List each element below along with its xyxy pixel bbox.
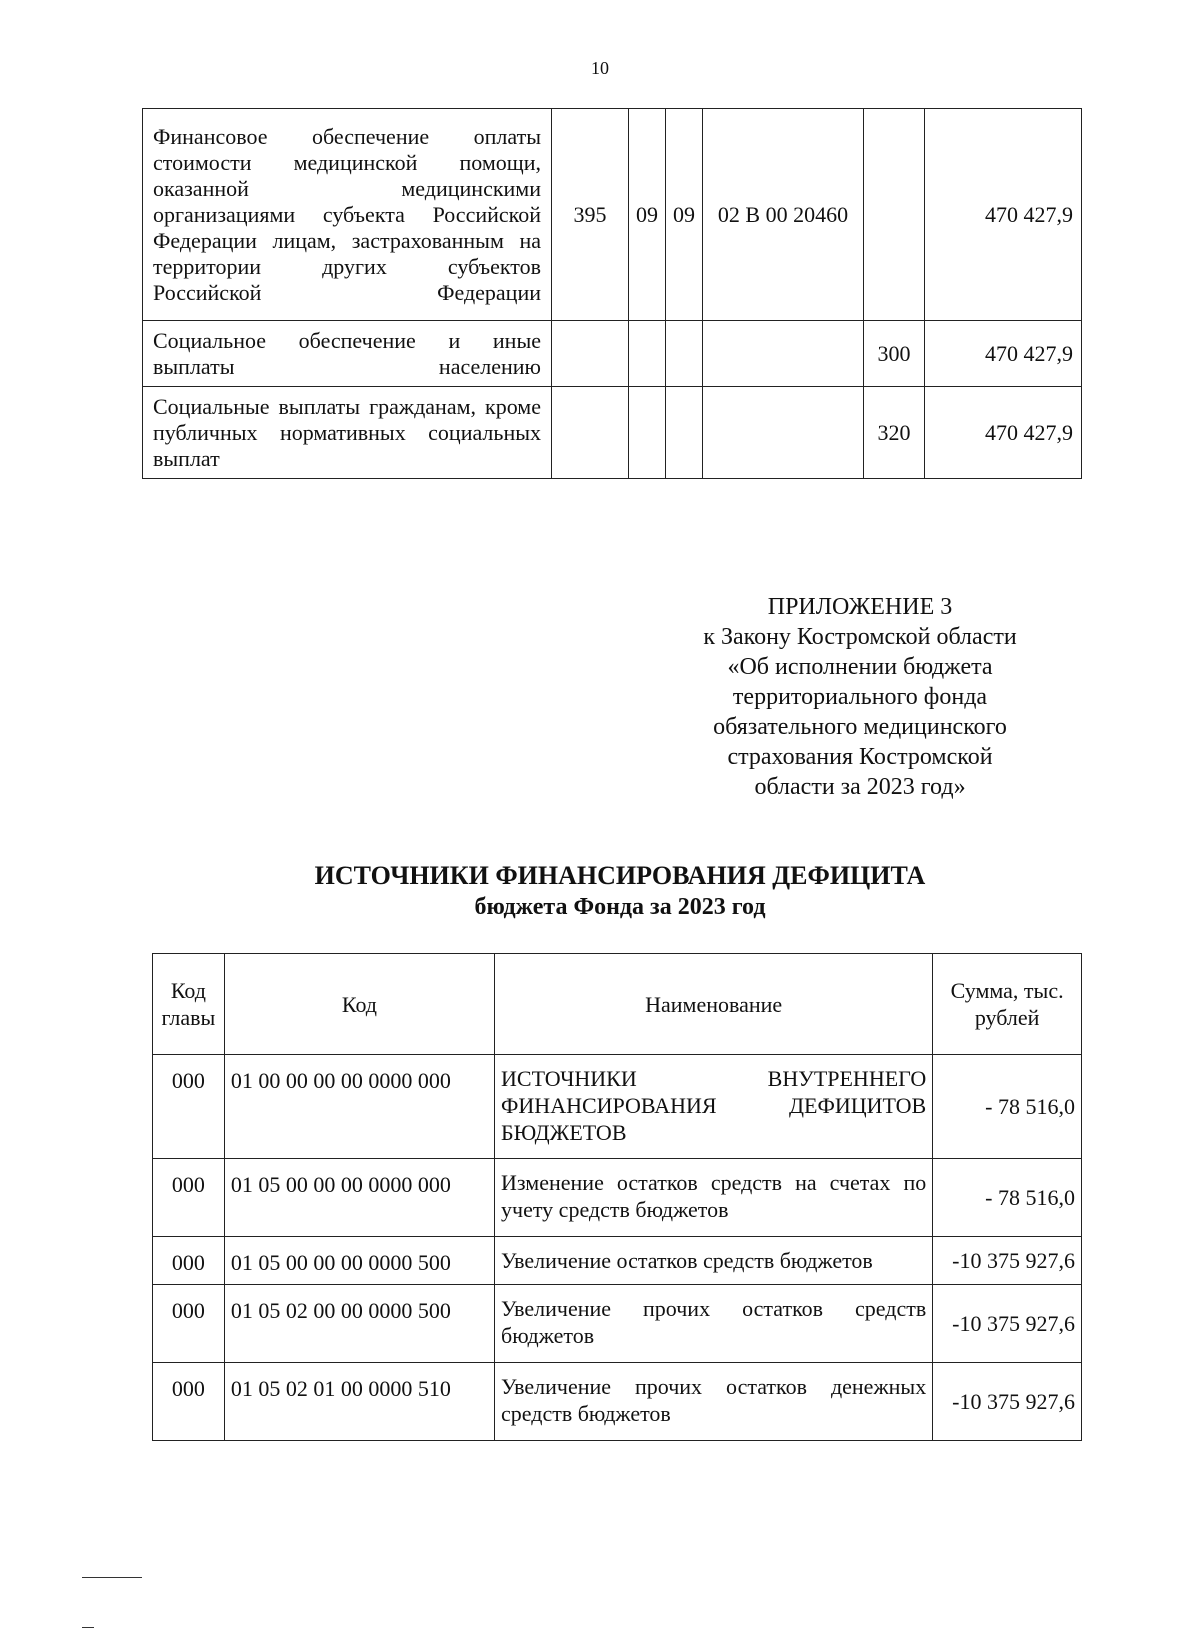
expense-type-code: 320 [864, 387, 925, 479]
chapter-code: 000 [153, 1363, 225, 1441]
header-name: Наименование [495, 954, 933, 1055]
budget-code: 01 05 02 01 00 0000 510 [224, 1363, 494, 1441]
target-article-code: 02 В 00 20460 [703, 109, 864, 321]
footer-dash [82, 1627, 94, 1628]
budget-code: 01 05 00 00 00 0000 000 [224, 1159, 494, 1237]
source-name: Увеличение прочих остатков денежных средств бюджетов [495, 1363, 933, 1441]
table-row [153, 1237, 1082, 1285]
ministry-code: 395 [552, 109, 629, 321]
expense-type-code [864, 109, 925, 321]
title-line-2: бюджета Фонда за 2023 год [474, 894, 766, 920]
section-code [629, 321, 666, 387]
document-title [0, 860, 1200, 922]
ministry-code [552, 321, 629, 387]
table-row [153, 1285, 1082, 1363]
amount: - 78 516,0 [933, 1159, 1082, 1237]
expenditure-table [142, 108, 1082, 479]
target-article-code [703, 387, 864, 479]
table-row [153, 1363, 1082, 1441]
table-header-row [153, 954, 1082, 1055]
amount: - 78 516,0 [933, 1055, 1082, 1159]
footer-divider [82, 1577, 142, 1578]
target-article-code [703, 321, 864, 387]
source-name: Изменение остатков средств на счетах по учету средств бюджетов [495, 1159, 933, 1237]
appendix-line: к Закону Костромской области [703, 624, 1017, 650]
amount: 470 427,9 [925, 109, 1082, 321]
amount: -10 375 927,6 [933, 1285, 1082, 1363]
table-row [143, 109, 1082, 321]
chapter-code: 000 [153, 1159, 225, 1237]
table-row [153, 1159, 1082, 1237]
appendix-line: страхования Костромской [727, 744, 993, 770]
appendix-line: «Об исполнении бюджета [727, 654, 993, 680]
appendix-heading: ПРИЛОЖЕНИЕ 3 [767, 594, 953, 620]
budget-code: 01 05 00 00 00 0000 500 [224, 1237, 494, 1285]
appendix-header [660, 592, 1060, 802]
amount: -10 375 927,6 [933, 1363, 1082, 1441]
amount: -10 375 927,6 [933, 1237, 1082, 1285]
row-description: Финансовое обеспечение оплаты стоимости медицинской помощи, оказанной медицинскими организациями субъекта Российской Федерации лицам, застрахованным на территории других субъектов Российской Федерации [143, 109, 552, 321]
chapter-code: 000 [153, 1237, 225, 1285]
section-code: 09 [629, 109, 666, 321]
deficit-sources-table [152, 953, 1082, 1441]
appendix-line: обязательного медицинского [713, 714, 1007, 740]
header-code: Код [224, 954, 494, 1055]
chapter-code: 000 [153, 1285, 225, 1363]
page-number: 10 [591, 58, 609, 78]
subsection-code [666, 387, 703, 479]
amount: 470 427,9 [925, 321, 1082, 387]
row-description: Социальное обеспечение и иные выплаты населению [143, 321, 552, 387]
subsection-code: 09 [666, 109, 703, 321]
expense-type-code: 300 [864, 321, 925, 387]
section-code [629, 387, 666, 479]
table-row [143, 387, 1082, 479]
source-name: ИСТОЧНИКИ ВНУТРЕННЕГО ФИНАНСИРОВАНИЯ ДЕФИЦИТОВ БЮДЖЕТОВ [495, 1055, 933, 1159]
appendix-line: области за 2023 год» [754, 774, 966, 800]
subsection-code [666, 321, 703, 387]
title-line-1: ИСТОЧНИКИ ФИНАНСИРОВАНИЯ ДЕФИЦИТА [314, 861, 926, 890]
amount: 470 427,9 [925, 387, 1082, 479]
appendix-line: территориального фонда [732, 684, 988, 710]
source-name: Увеличение остатков средств бюджетов [495, 1237, 933, 1285]
header-chapter-code: Код главы [153, 954, 225, 1055]
ministry-code [552, 387, 629, 479]
row-description: Социальные выплаты гражданам, кроме публичных нормативных социальных выплат [143, 387, 552, 479]
table-row [153, 1055, 1082, 1159]
source-name: Увеличение прочих остатков средств бюджетов [495, 1285, 933, 1363]
budget-code: 01 05 02 00 00 0000 500 [224, 1285, 494, 1363]
header-amount: Сумма, тыс. рублей [933, 954, 1082, 1055]
budget-code: 01 00 00 00 00 0000 000 [224, 1055, 494, 1159]
chapter-code: 000 [153, 1055, 225, 1159]
table-row [143, 321, 1082, 387]
